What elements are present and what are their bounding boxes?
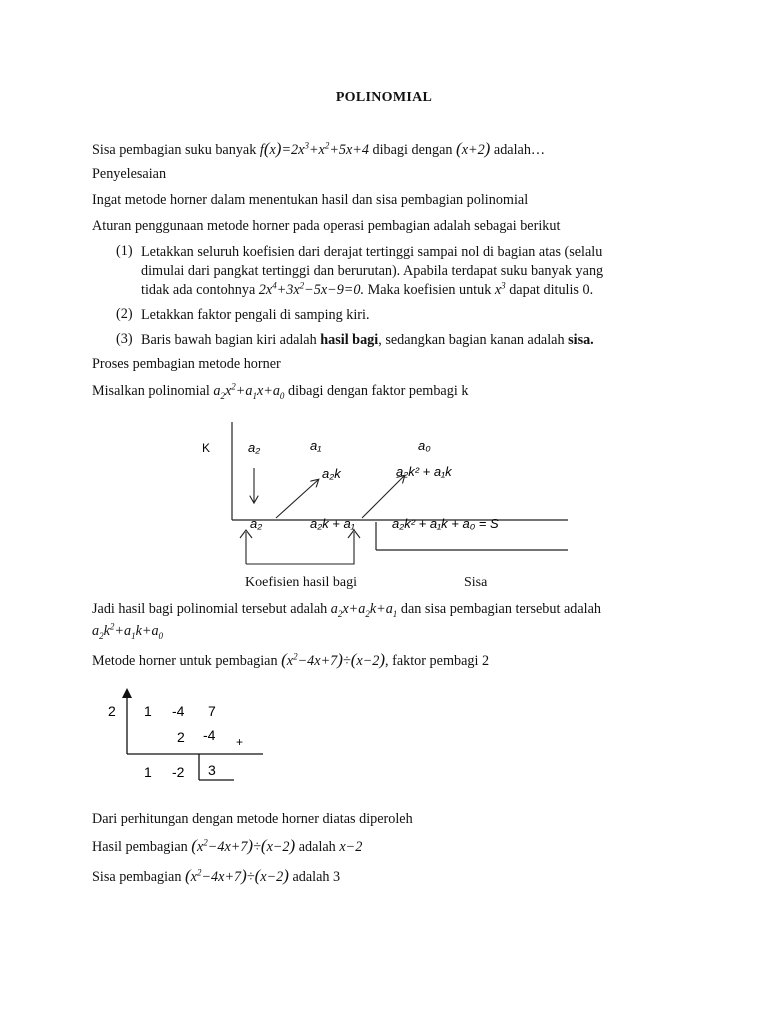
example-bottom-2: -2	[172, 764, 185, 780]
arrow-diag-a2k2	[362, 476, 404, 518]
rule-1-line-2: dimulai dari pangkat tertinggi dan berurutan). Apabila terdapat suku banyak yang	[141, 263, 604, 279]
sisa-division-expression: $(x^2-4x+7)\div(x-2)$	[185, 866, 289, 885]
jadi-line-2	[92, 623, 163, 640]
example-remainder: 3	[208, 762, 216, 778]
label-koefisien-hasil-bagi: Koefisien hasil bagi	[245, 575, 357, 590]
jadi-line-1	[92, 601, 601, 618]
example-top-2: -4	[172, 703, 185, 719]
question-text: Sisa pembagian suku banyak	[92, 142, 257, 158]
diagram-bottom-mid: a₂k + a₁	[310, 516, 355, 531]
metode-b: , faktor pembagi 2	[385, 653, 490, 669]
rule-2-number: (2)	[116, 306, 133, 322]
rule-3c: , sedangkan bagian kanan adalah	[378, 332, 565, 348]
example-axis-arrowhead	[122, 688, 132, 698]
rule-1-line-3c: dapat ditulis 0.	[509, 282, 594, 298]
function-expression: $f(x)=2x^3+x^2+5x+4$	[259, 139, 373, 158]
hasil-division-expression: $(x^2-4x+7)\div(x-2)$	[191, 836, 296, 855]
proses-line: Proses pembagian metode horner	[92, 356, 281, 372]
hasil-b: adalah	[298, 839, 336, 855]
sisa-line	[92, 866, 340, 886]
rule-3-sisa: sisa.	[568, 332, 594, 348]
diagram-a0: a₀	[418, 438, 431, 453]
quotient-expression: $a_2x+a_2k+a_1$	[330, 601, 398, 619]
example-mid-2: -4	[203, 727, 216, 743]
division-expression: $(x^2-4x+7)\div(x-2)$	[281, 650, 386, 669]
diagram-a2k2-a1k: a₂k² + a₁k	[396, 464, 452, 479]
rule-1-line-3	[141, 281, 593, 299]
dari-line: Dari perhitungan dengan metode horner diatas diperoleh	[92, 811, 413, 827]
example-top-1: 1	[144, 703, 152, 719]
label-sisa: Sisa	[464, 575, 488, 590]
misalkan-b: dibagi dengan faktor pembagi k	[287, 383, 469, 399]
diagram-a1: a₁	[310, 438, 322, 453]
diagram-a2: a₂	[248, 440, 261, 455]
horner-example-diagram	[100, 684, 280, 794]
jadi-b: dan sisa pembagian tersebut adalah	[400, 601, 601, 617]
rule-3a: Baris bawah bagian kiri adalah	[141, 332, 317, 348]
example-plus: +	[236, 735, 244, 749]
example-bottom-1: 1	[144, 764, 152, 780]
sisa-b: adalah 3	[292, 869, 341, 885]
hasil-result: x−2	[339, 839, 363, 855]
arrow-diag-a2k	[276, 480, 318, 518]
rule-3-hasil-bagi: hasil bagi	[320, 332, 379, 348]
penyelesaian-heading: Penyelesaian	[92, 166, 167, 182]
metode-line	[92, 650, 489, 670]
misalkan-line	[92, 383, 468, 400]
rule-1-number: (1)	[116, 243, 133, 259]
rule-3-text	[141, 331, 594, 349]
example-factor: 2	[108, 703, 116, 719]
rule-2-text: Letakkan faktor pengali di samping kiri.	[141, 307, 370, 323]
question-mid: dibagi dengan	[372, 142, 453, 158]
divisor-expression: (x+2)	[456, 139, 491, 158]
rule-1-line-1: Letakkan seluruh koefisien dari derajat tertinggi sampai nol di bagian atas (selalu	[141, 244, 603, 260]
question-line	[92, 139, 545, 159]
example-top-3: 7	[208, 703, 216, 719]
rule-3-number: (3)	[116, 331, 133, 347]
example-mid-1: 2	[177, 729, 185, 745]
question-end: adalah…	[493, 142, 546, 158]
ingat-line: Ingat metode horner dalam menentukan hasil dan sisa pembagian polinomial	[92, 192, 529, 208]
bracket-left-arrow	[240, 530, 252, 564]
aturan-line: Aturan penggunaan metode horner pada operasi pembagian adalah sebagai berikut	[92, 218, 561, 234]
bracket-right-arrow	[246, 530, 360, 564]
diagram-bottom-a2: a₂	[250, 516, 263, 531]
sisa-a: Sisa pembagian	[92, 869, 182, 885]
metode-a: Metode horner untuk pembagian	[92, 653, 278, 669]
remainder-expression: $a_2k^2+a_1k+a_0$	[92, 621, 164, 641]
rule-1-line-3a: tidak ada contohnya	[141, 282, 256, 298]
diagram-a2k: a₂k	[322, 466, 341, 481]
document-title: POLINOMIAL	[335, 90, 433, 105]
jadi-a: Jadi hasil bagi polinomial tersebut adalah	[92, 601, 328, 617]
general-polynomial: $a_2x^2+a_1x+a_0$	[213, 381, 285, 401]
hasil-a: Hasil pembagian	[92, 839, 188, 855]
misalkan-a: Misalkan polinomial	[92, 383, 210, 399]
diagram-bottom-right: a₂k² + a₁k + a₀ = S	[392, 516, 499, 531]
rule-1-line-3b: Maka koefisien untuk	[367, 282, 492, 298]
horner-general-diagram	[190, 410, 580, 570]
x-cubed: $x^3$	[494, 280, 506, 298]
diagram-k-label: K	[202, 441, 211, 455]
example-equation: $2x^4+3x^2-5x-9=0$.	[258, 280, 368, 298]
hasil-line	[92, 836, 362, 856]
